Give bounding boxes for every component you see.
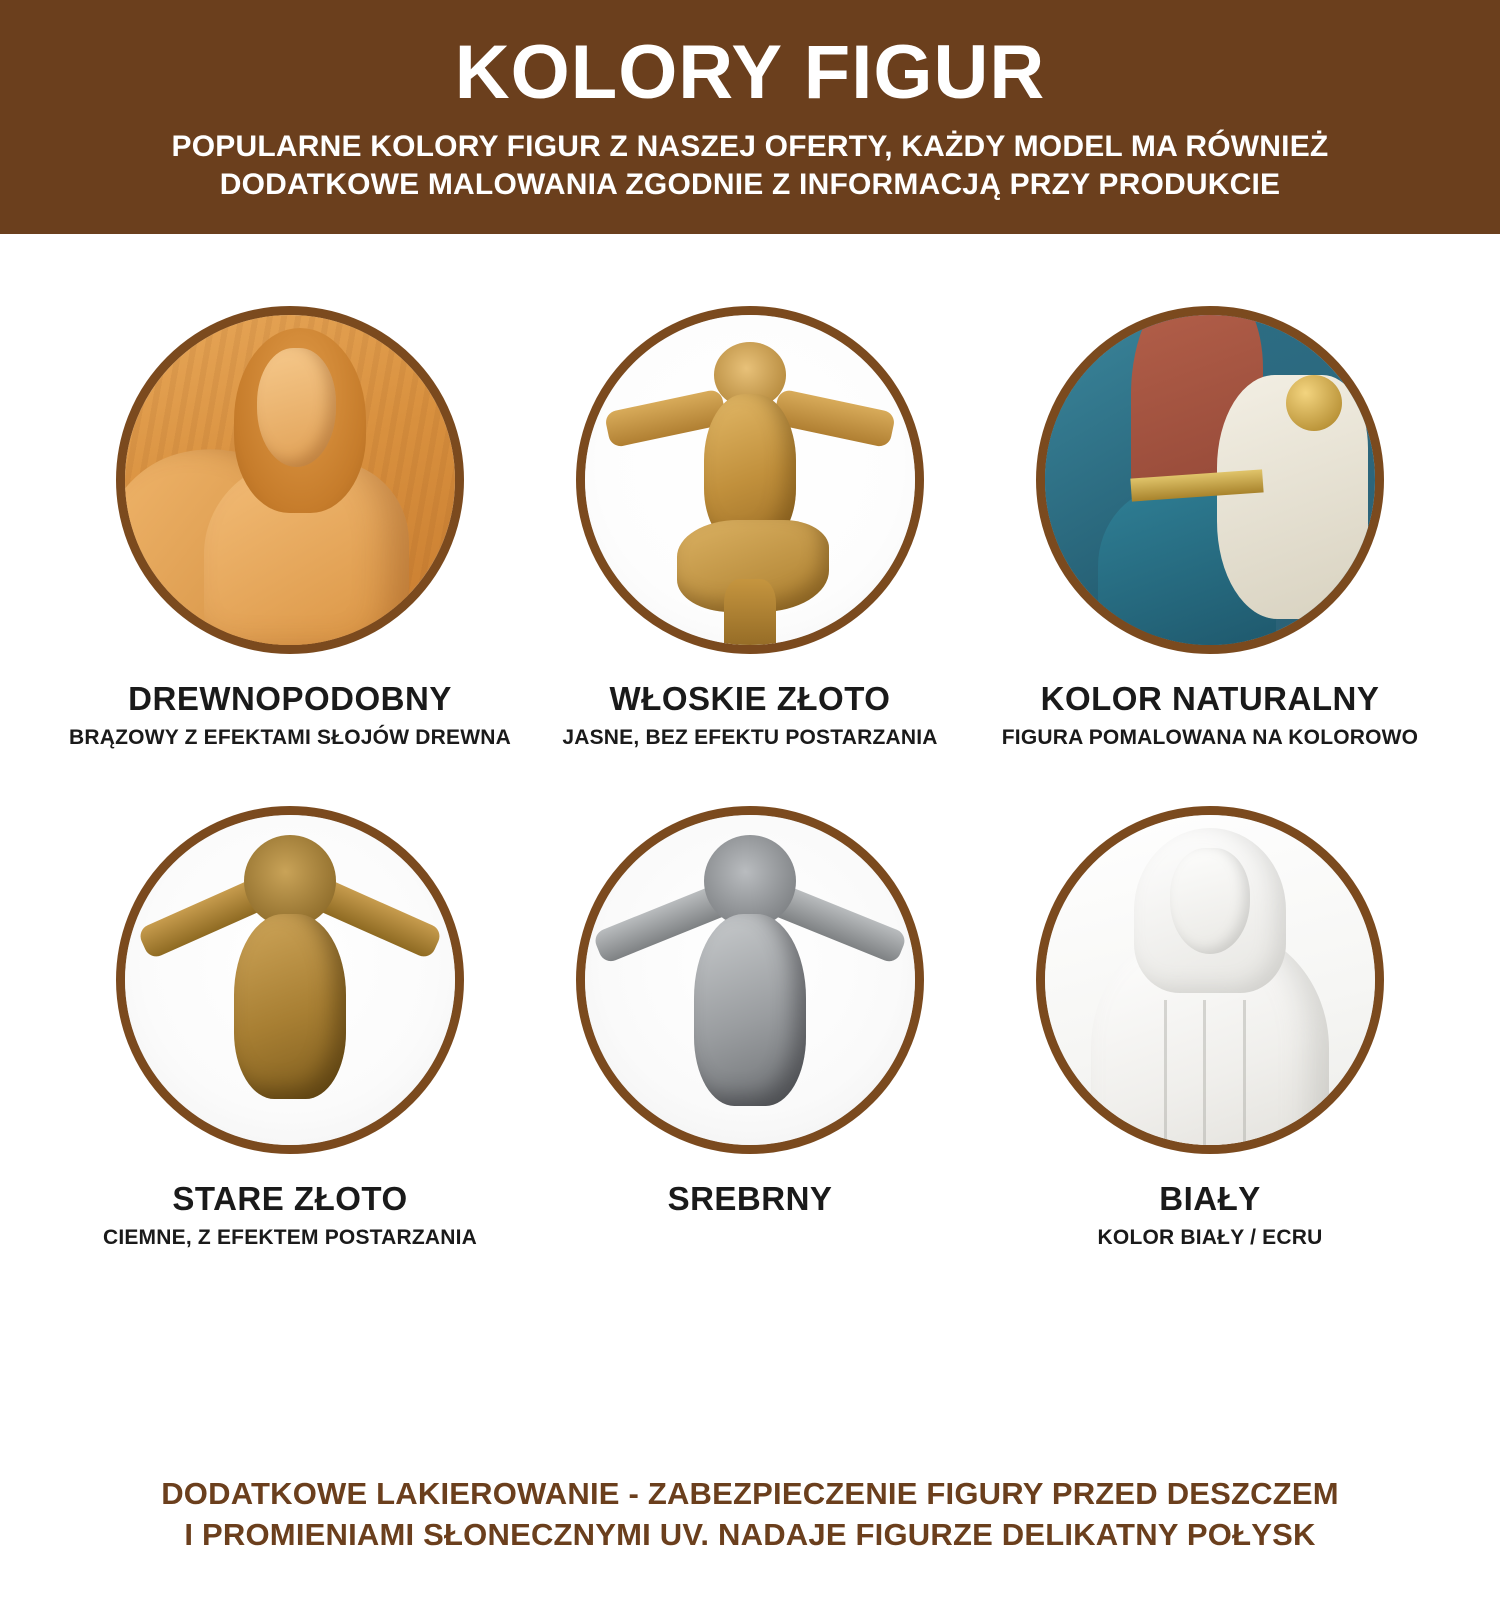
swatch-title: DREWNOPODOBNY xyxy=(128,680,452,718)
swatch-subtitle: KOLOR BIAŁY / ECRU xyxy=(1097,1226,1323,1250)
page-subtitle-line-1: POPULARNE KOLORY FIGUR Z NASZEJ OFERTY, KAŻDY MODEL MA RÓWNIEŻ xyxy=(171,129,1329,163)
page-title: KOLORY FIGUR xyxy=(454,30,1046,115)
swatch-card-old-gold xyxy=(60,806,520,1250)
footer-line-2: I PROMIENIAMI SŁONECZNYMI UV. NADAJE FIGURZE DELIKATNY POŁYSK xyxy=(184,1517,1316,1553)
swatch-subtitle: FIGURA POMALOWANA NA KOLOROWO xyxy=(1001,726,1419,750)
old-gold-art xyxy=(125,815,455,1145)
swatch-title: KOLOR NATURALNY xyxy=(1040,680,1380,718)
italian-gold-art xyxy=(585,315,915,645)
swatch-title: STARE ZŁOTO xyxy=(172,1180,408,1218)
footer-line-1: DODATKOWE LAKIEROWANIE - ZABEZPIECZENIE FIGURY PRZED DESZCZEM xyxy=(161,1476,1339,1512)
swatch-subtitle: JASNE, BEZ EFEKTU POSTARZANIA xyxy=(562,726,938,750)
figure-wood-look-photo xyxy=(116,306,464,654)
figure-old-gold-photo xyxy=(116,806,464,1154)
swatch-card-natural-color xyxy=(980,306,1440,750)
swatch-card-italian-gold xyxy=(520,306,980,750)
swatch-card-white xyxy=(980,806,1440,1250)
swatch-title: WŁOSKIE ZŁOTO xyxy=(609,680,891,718)
natural-color-art xyxy=(1045,315,1375,645)
swatch-title: BIAŁY xyxy=(1159,1180,1261,1218)
figure-italian-gold-photo xyxy=(576,306,924,654)
swatch-title: SREBRNY xyxy=(667,1180,833,1218)
figure-white-photo xyxy=(1036,806,1384,1154)
white-figure-art xyxy=(1045,815,1375,1145)
wood-texture-art xyxy=(125,315,455,645)
swatch-card-silver xyxy=(520,806,980,1250)
figure-silver-photo xyxy=(576,806,924,1154)
page-footer xyxy=(0,1474,1500,1556)
figure-natural-color-photo xyxy=(1036,306,1384,654)
swatch-subtitle: BRĄZOWY Z EFEKTAMI SŁOJÓW DREWNA xyxy=(69,726,511,750)
swatch-card-wood-look xyxy=(60,306,520,750)
swatch-subtitle: CIEMNE, Z EFEKTEM POSTARZANIA xyxy=(102,1226,478,1250)
page-header xyxy=(0,0,1500,234)
color-swatch-grid xyxy=(0,234,1500,1250)
silver-art xyxy=(585,815,915,1145)
page-subtitle-line-2: DODATKOWE MALOWANIA ZGODNIE Z INFORMACJĄ PRZY PRODUKCIE xyxy=(219,167,1281,201)
